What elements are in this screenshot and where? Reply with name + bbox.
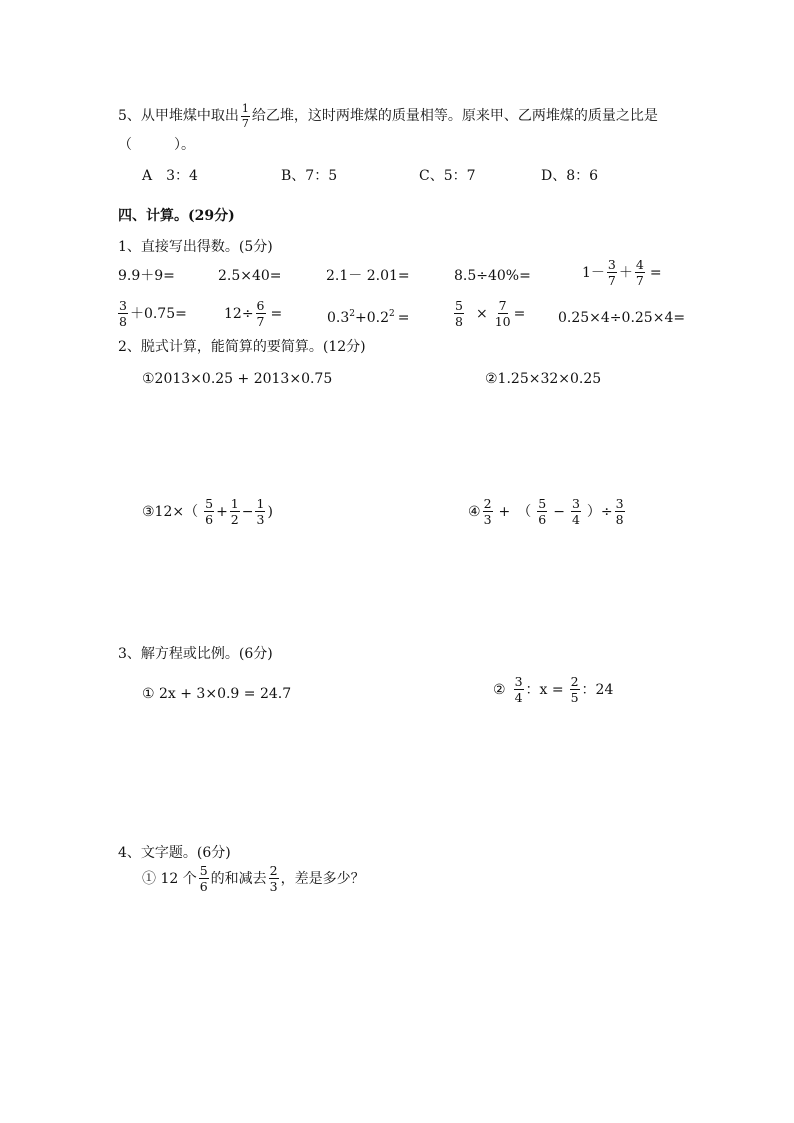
frac-den: 5 — [570, 690, 579, 706]
p3-item-2 — [493, 675, 613, 704]
p4-item-1-b: 的和减去 — [210, 870, 267, 887]
p2-item-4-frac2 — [537, 497, 547, 526]
p1-row2-e4-frac1 — [454, 299, 464, 328]
p4-item-1-frac2 — [269, 864, 279, 893]
p1-row2-e4 — [452, 299, 525, 328]
frac-den: 4 — [571, 512, 580, 528]
p2-item-3-frac2 — [230, 497, 240, 526]
p4-title: 4、文字题。(6分) — [118, 845, 231, 861]
p2-item-4-frac4 — [615, 497, 625, 526]
p2-item-3-frac3 — [255, 497, 265, 526]
p2-item-3-b: ) — [267, 503, 273, 520]
p1-row1-e5-frac2 — [635, 258, 645, 287]
p3-item-2-b: ：x = — [525, 681, 564, 698]
p1-row2-e3-b: +0.2 — [355, 310, 389, 326]
frac-den: 7 — [607, 273, 616, 289]
q5-answer-paren: （ ）。 — [118, 137, 195, 153]
frac-num: 3 — [615, 496, 624, 511]
q5-option-d: D、8：6 — [541, 168, 599, 184]
p3-item-2-frac1 — [514, 675, 524, 704]
p2-title: 2、脱式计算，能简算的要简算。(12分) — [118, 339, 366, 355]
frac-den: 10 — [494, 314, 511, 330]
frac-den: 6 — [538, 512, 547, 528]
p3-item-2-frac2 — [570, 675, 580, 704]
frac-num: 5 — [455, 298, 463, 313]
p2-item-2: ②1.25×32×0.25 — [485, 371, 602, 387]
frac-den: 3 — [256, 512, 265, 528]
frac-num: 3 — [607, 257, 616, 272]
frac-den: 6 — [205, 512, 214, 528]
frac-den: 8 — [615, 512, 624, 528]
p1-row2-e3-sup1: 2 — [349, 309, 355, 319]
p1-row2-e3-a: 0.3 — [327, 310, 350, 326]
q5-stem — [118, 103, 658, 129]
frac-num: 2 — [483, 496, 492, 511]
p1-row1-e5-frac1 — [607, 258, 617, 287]
p2-item-4-op3: ）÷ — [586, 503, 613, 520]
p1-row2-e1-frac — [118, 299, 128, 328]
frac-den: 4 — [514, 690, 523, 706]
p4-item-1-c: ，差是多少？ — [280, 870, 365, 887]
frac-num: 1 — [256, 496, 265, 511]
p2-item-4-frac1 — [483, 497, 493, 526]
frac-den: 7 — [256, 314, 265, 330]
frac-den: 3 — [483, 512, 492, 528]
p1-row1-e5-op: ＋ — [618, 264, 633, 281]
p3-title: 3、解方程或比例。(6分) — [118, 646, 273, 662]
frac-num: 4 — [635, 257, 644, 272]
p1-row2-e3-eq: = — [397, 310, 410, 326]
p1-row2-e1-b: ＋0.75= — [129, 305, 187, 322]
p2-item-1: ①2013×0.25 + 2013×0.75 — [142, 371, 333, 387]
q5-frac-den: 7 — [241, 116, 249, 130]
q5-text-a: 5、从甲堆煤中取出 — [118, 108, 239, 125]
p2-item-4-op1: + （ — [498, 503, 532, 520]
frac-num: 5 — [205, 496, 214, 511]
frac-num: 7 — [498, 298, 507, 313]
p1-row1-e1: 9.9＋9= — [118, 268, 175, 284]
p1-row2-e5: 0.25×4÷0.25×4= — [558, 310, 686, 326]
p1-row1-e4: 8.5÷40%= — [454, 268, 531, 284]
p2-item-4-a: ④ — [468, 503, 481, 520]
frac-num: 3 — [514, 674, 523, 689]
p2-item-3-op2: − — [241, 503, 254, 520]
p1-row2-e3-sup2: 2 — [389, 309, 395, 319]
frac-num: 2 — [570, 674, 579, 689]
q5-option-a: A 3：4 — [142, 168, 198, 184]
q5-fraction — [241, 103, 250, 129]
p1-row2-e4-frac2 — [494, 299, 512, 328]
p1-row2-e1 — [116, 299, 187, 328]
p1-row2-e2-eq: = — [270, 305, 283, 322]
p1-row1-e5-a: 1－ — [582, 264, 605, 281]
frac-den: 8 — [455, 314, 463, 330]
q5-option-c: C、5：7 — [419, 168, 476, 184]
p2-item-4 — [468, 497, 627, 526]
q5-option-b: B、7：5 — [281, 168, 338, 184]
p1-row2-e2-a: 12÷ — [224, 305, 254, 322]
frac-num: 1 — [230, 496, 239, 511]
p3-item-2-a: ② — [493, 681, 506, 698]
p2-item-3 — [142, 497, 273, 526]
p4-item-1-frac1 — [199, 864, 209, 893]
frac-num: 5 — [538, 496, 547, 511]
p2-item-3-frac1 — [204, 497, 214, 526]
q5-text-b: 给乙堆，这时两堆煤的质量相等。原来甲、乙两堆煤的质量之比是 — [251, 108, 658, 125]
frac-den: 7 — [635, 273, 644, 289]
p2-item-4-op2: − — [553, 503, 565, 520]
p1-title: 1、直接写出得数。(5分) — [118, 239, 273, 255]
p4-item-1-a: ① 12 个 — [142, 870, 197, 887]
frac-num: 3 — [119, 298, 127, 313]
p4-item-1 — [142, 864, 365, 893]
frac-num: 3 — [571, 496, 580, 511]
p1-row2-e4-eq: = — [513, 305, 526, 322]
frac-den: 3 — [269, 879, 278, 895]
p1-row2-e2 — [224, 299, 282, 328]
p1-row1-e2: 2.5×40= — [218, 268, 282, 284]
frac-den: 8 — [119, 314, 127, 330]
frac-den: 2 — [230, 512, 239, 528]
frac-num: 2 — [269, 863, 278, 878]
q5-frac-num: 1 — [241, 102, 249, 115]
p1-row1-e5 — [582, 258, 662, 287]
p1-row1-e5-eq: = — [649, 264, 662, 281]
p2-item-3-a: ③12×（ — [142, 503, 199, 520]
p2-item-3-op1: + — [216, 503, 228, 520]
frac-den: 6 — [199, 879, 208, 895]
p3-item-1: ① 2x + 3×0.9 = 24.7 — [142, 686, 292, 702]
frac-num: 6 — [256, 298, 265, 313]
p3-item-2-c: ：24 — [581, 681, 614, 698]
section4-title: 四、计算。(29分) — [118, 208, 235, 224]
frac-num: 5 — [199, 863, 208, 878]
p2-item-4-frac3 — [571, 497, 581, 526]
p1-row2-e2-frac — [256, 299, 266, 328]
p1-row1-e3: 2.1－ 2.01= — [326, 268, 410, 284]
p1-row2-e4-op: × — [475, 305, 488, 322]
p1-row2-e3 — [327, 311, 409, 325]
